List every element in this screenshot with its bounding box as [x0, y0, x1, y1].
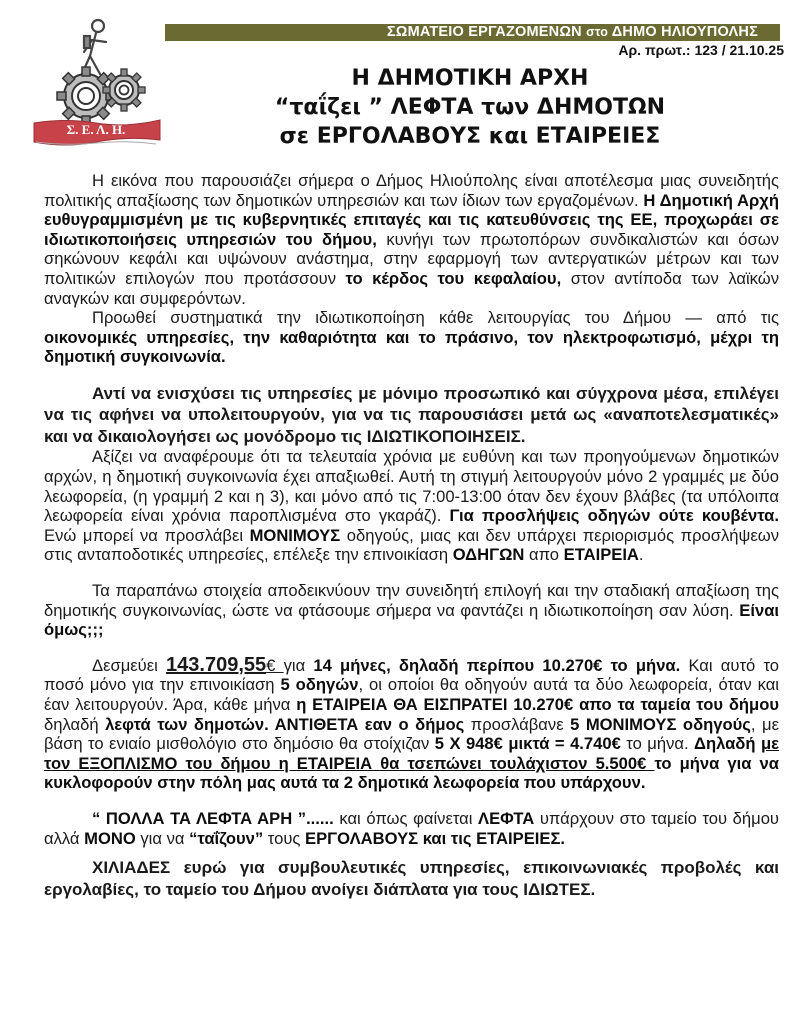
bold-text: ΜΟΝΙΜΟΥΣ: [249, 525, 341, 545]
bold-text: το μήνα για να κυκλοφορούν στην πόλη μας αυτά τα 2 δημοτικά λεωφορεία που υπάρχουν.: [44, 753, 779, 793]
bold-text: 14 μήνες, δηλαδή περίπου 10.270€ το μήνα.: [313, 655, 681, 675]
text: προσλάβανε: [464, 714, 571, 734]
bold-text: ΛΕΦΤΑ: [478, 808, 535, 828]
title-line-3: σε ΕΡΓΟΛΑΒΟΥΣ και ΕΤΑΙΡΕΙΕΣ: [279, 124, 661, 149]
bold-text: “ ΠΟΛΛΑ ΤΑ ΛΕΦΤΑ ΑΡΗ ”......: [92, 808, 334, 828]
text: Αξίζει να αναφέρουμε ότι τα τελευταία χρόνια με ευθύνη και των προηγούμενων δημοτικών αρχών, η δημοτική συγκοινωνία έχει απαξιωθεί. Αυτή τη στιγμή λειτουργούν μόνο 2 γραμμές με δύο λεωφορεία, (η γραμμή 2 και η 3), και μόνο από τις 7:00-13:00 όταν δεν έχουν βλάβες (τα υπόλοιπα λεωφορεία είναι χρόνια παροπλισμένα στο γκαράζ).: [44, 447, 779, 526]
bold-text: ΑΝΤΙΘΕΤΑ εαν ο δήμος: [268, 714, 465, 734]
text: δηλαδή: [44, 714, 106, 734]
text: Προωθεί συστηματικά την ιδιωτικοποίηση κάθε λειτουργίας του Δήμου — από τις: [92, 308, 779, 328]
text: και όπως φαίνεται: [333, 808, 479, 828]
bold-text: Είναι όμως;;;: [44, 600, 779, 640]
paragraph-1: [44, 171, 779, 308]
bold-text: Η Δημοτική Αρχή: [643, 190, 779, 210]
bold-text: ΜΟΝΟ: [84, 828, 136, 848]
union-logo: [26, 8, 166, 148]
gear-large-icon: [57, 67, 115, 125]
bold-underlined-text: με τον ΕΞΟΠΛΙΣΜΟ του δήμου η ΕΤΑΙΡΕΙΑ θα τσεπώνει τουλάχιστον 5.500€: [44, 734, 779, 773]
text: στον αντίποδα των λαϊκών αναγκών και συμφερόντων.: [44, 268, 779, 308]
bold-text: 5 Χ 948€ μικτά = 4.740€: [434, 734, 621, 754]
paragraph-7: [44, 809, 779, 848]
text: Η εικόνα που παρουσιάζει σήμερα ο Δήμος Ηλιούπολης είναι αποτέλεσμα μιας συνειδητής πολιτικής απαξίωσης των δημοτικών υπηρεσιών και των ίδιων των εργαζομένων.: [44, 171, 779, 210]
bold-text: “ταΐζουν”: [189, 828, 264, 848]
paragraph-6: [44, 653, 779, 793]
title-line-1: Η ΔΗΜΟΤΙΚΗ ΑΡΧΗ: [351, 66, 589, 91]
paragraph-5: [44, 581, 779, 640]
text: , με βάση το ενιαίο μισθολόγιο στο δημόσιο θα στοίχιζαν: [44, 714, 779, 754]
bold-text: ΕΤΑΙΡΕΙΑ: [563, 545, 639, 565]
text: το μήνα.: [620, 734, 695, 754]
bold-text: ΟΔΗΓΩΝ: [452, 545, 525, 565]
union-name-banner: [165, 24, 780, 41]
text: για: [283, 655, 314, 675]
text: Τα παραπάνω στοιχεία αποδεικνύουν την συνειδητή επιλογή και την σταδιακή απαξίωση της δημοτικής συγκοινωνίας, ώστε να φτάσουμε σήμερα να φαντάζει η ιδιωτικοποίηση σαν λύση.: [44, 581, 779, 620]
text: οδηγούς, μιας και δεν υπάρχει περιορισμός προσλήψεων στις ανταποδοτικές υπηρεσίες, επέλεξε την επινοικίαση: [44, 525, 779, 565]
bold-text: Δηλαδή: [694, 734, 761, 754]
paragraph-2: [44, 308, 779, 367]
text: απο: [524, 545, 564, 565]
document-title: [200, 64, 740, 151]
bold-text: 5 οδηγών: [280, 675, 359, 695]
text: Ενώ μπορεί να προσλάβει: [44, 525, 250, 545]
banner-text-small: στο: [586, 25, 609, 39]
gear-small-icon: [103, 69, 145, 111]
text: Δεσμεύει: [92, 655, 167, 675]
paragraph-8: ΧΙΛΙΑΔΕΣ ευρώ για συμβουλευτικές υπηρεσίες, επικοινωνιακές προβολές και εργολαβίες, το ταμείο του Δήμου ανοίγει διάπλατα για τους ΙΔΙΩΤΕΣ.: [44, 858, 779, 899]
text: τους: [263, 828, 306, 848]
paragraph-3: Αντί να ενισχύσει τις υπηρεσίες με μόνιμο προσωπικό και σύγχρονα μέσα, επιλέγει να τις αφήνει να υπολειτουργούν, για να τις παρουσιάσει μετά ως «αναποτελεσματικές» και να δικαιολογήσει ως μονόδρομο τις ΙΔΙΩΤΙΚΟΠΟΙΗΣΕΙΣ.: [44, 383, 779, 446]
bold-text: ΕΡΓΟΛΑΒΟΥΣ και τις ΕΤΑΙΡΕΙΕΣ.: [305, 828, 566, 848]
banner-text-1: ΣΩΜΑΤΕΙΟ ΕΡΓΑΖΟΜΕΝΩΝ: [386, 24, 587, 40]
text: υπάρχουν στο ταμείο του δήμου αλλά: [44, 808, 779, 848]
document-body: [44, 171, 779, 900]
text: κυνήγι των πρωτοπόρων συνδικαλιστών και όσων σηκώνουν κεφάλι και υψώνουν ανάστημα, στην εφαρμογή των αντεργατικών μέτρων και των πολιτικών επιλογών που προτάσσουν: [44, 229, 779, 288]
banner-text-2: ΔΗΜΟ ΗΛΙΟΥΠΟΛΗΣ: [608, 24, 758, 40]
text: , οι οποίοι θα οδηγούν αυτά τα δύο λεωφορεία, όταν και έαν λειτουργούν. Άρα, κάθε μήνα: [44, 675, 779, 714]
bold-text: 5 ΜΟΝΙΜΟΥΣ οδηγούς: [570, 714, 751, 734]
bold-text: το κέρδος του κεφαλαίου,: [345, 268, 562, 288]
committed-amount: 143.709,55: [166, 653, 267, 676]
paragraph-4: [44, 447, 779, 565]
bold-text: η ΕΤΑΙΡΕΙΑ ΘΑ ΕΙΣΠΡΑΤΕΙ 10.270€ απο τα ταμεία του δήμου: [296, 694, 779, 714]
currency-sign: €: [266, 655, 284, 675]
title-line-2: “ταΐζει ” ΛΕΦΤΑ των ΔΗΜΟΤΩΝ: [274, 95, 666, 120]
bold-text: λεφτά των δημοτών.: [105, 714, 269, 734]
logo-label: Σ. Ε. Λ. Η.: [66, 122, 126, 137]
text: .: [638, 545, 644, 565]
protocol-number: Αρ. πρωτ.: 123 / 21.10.25: [618, 42, 784, 58]
bold-text: Για προσλήψεις οδηγών ούτε κουβέντα.: [449, 506, 779, 526]
text: Και αυτό το ποσό μόνο για την επινοικίαση: [44, 655, 779, 695]
bold-text: ευθυγραμμισμένη με τις κυβερνητικές επιταγές και τις κατευθύνσεις της ΕΕ, προχωράει σε ιδιωτικοποιήσεις υπηρεσιών του δήμου,: [44, 210, 779, 249]
text: για να: [135, 828, 190, 848]
bold-text: οικονομικές υπηρεσίες, την καθαριότητα και το πράσινο, τον ηλεκτροφωτισμό, μέχρι τη δημοτική συγκοινωνία.: [44, 327, 779, 367]
